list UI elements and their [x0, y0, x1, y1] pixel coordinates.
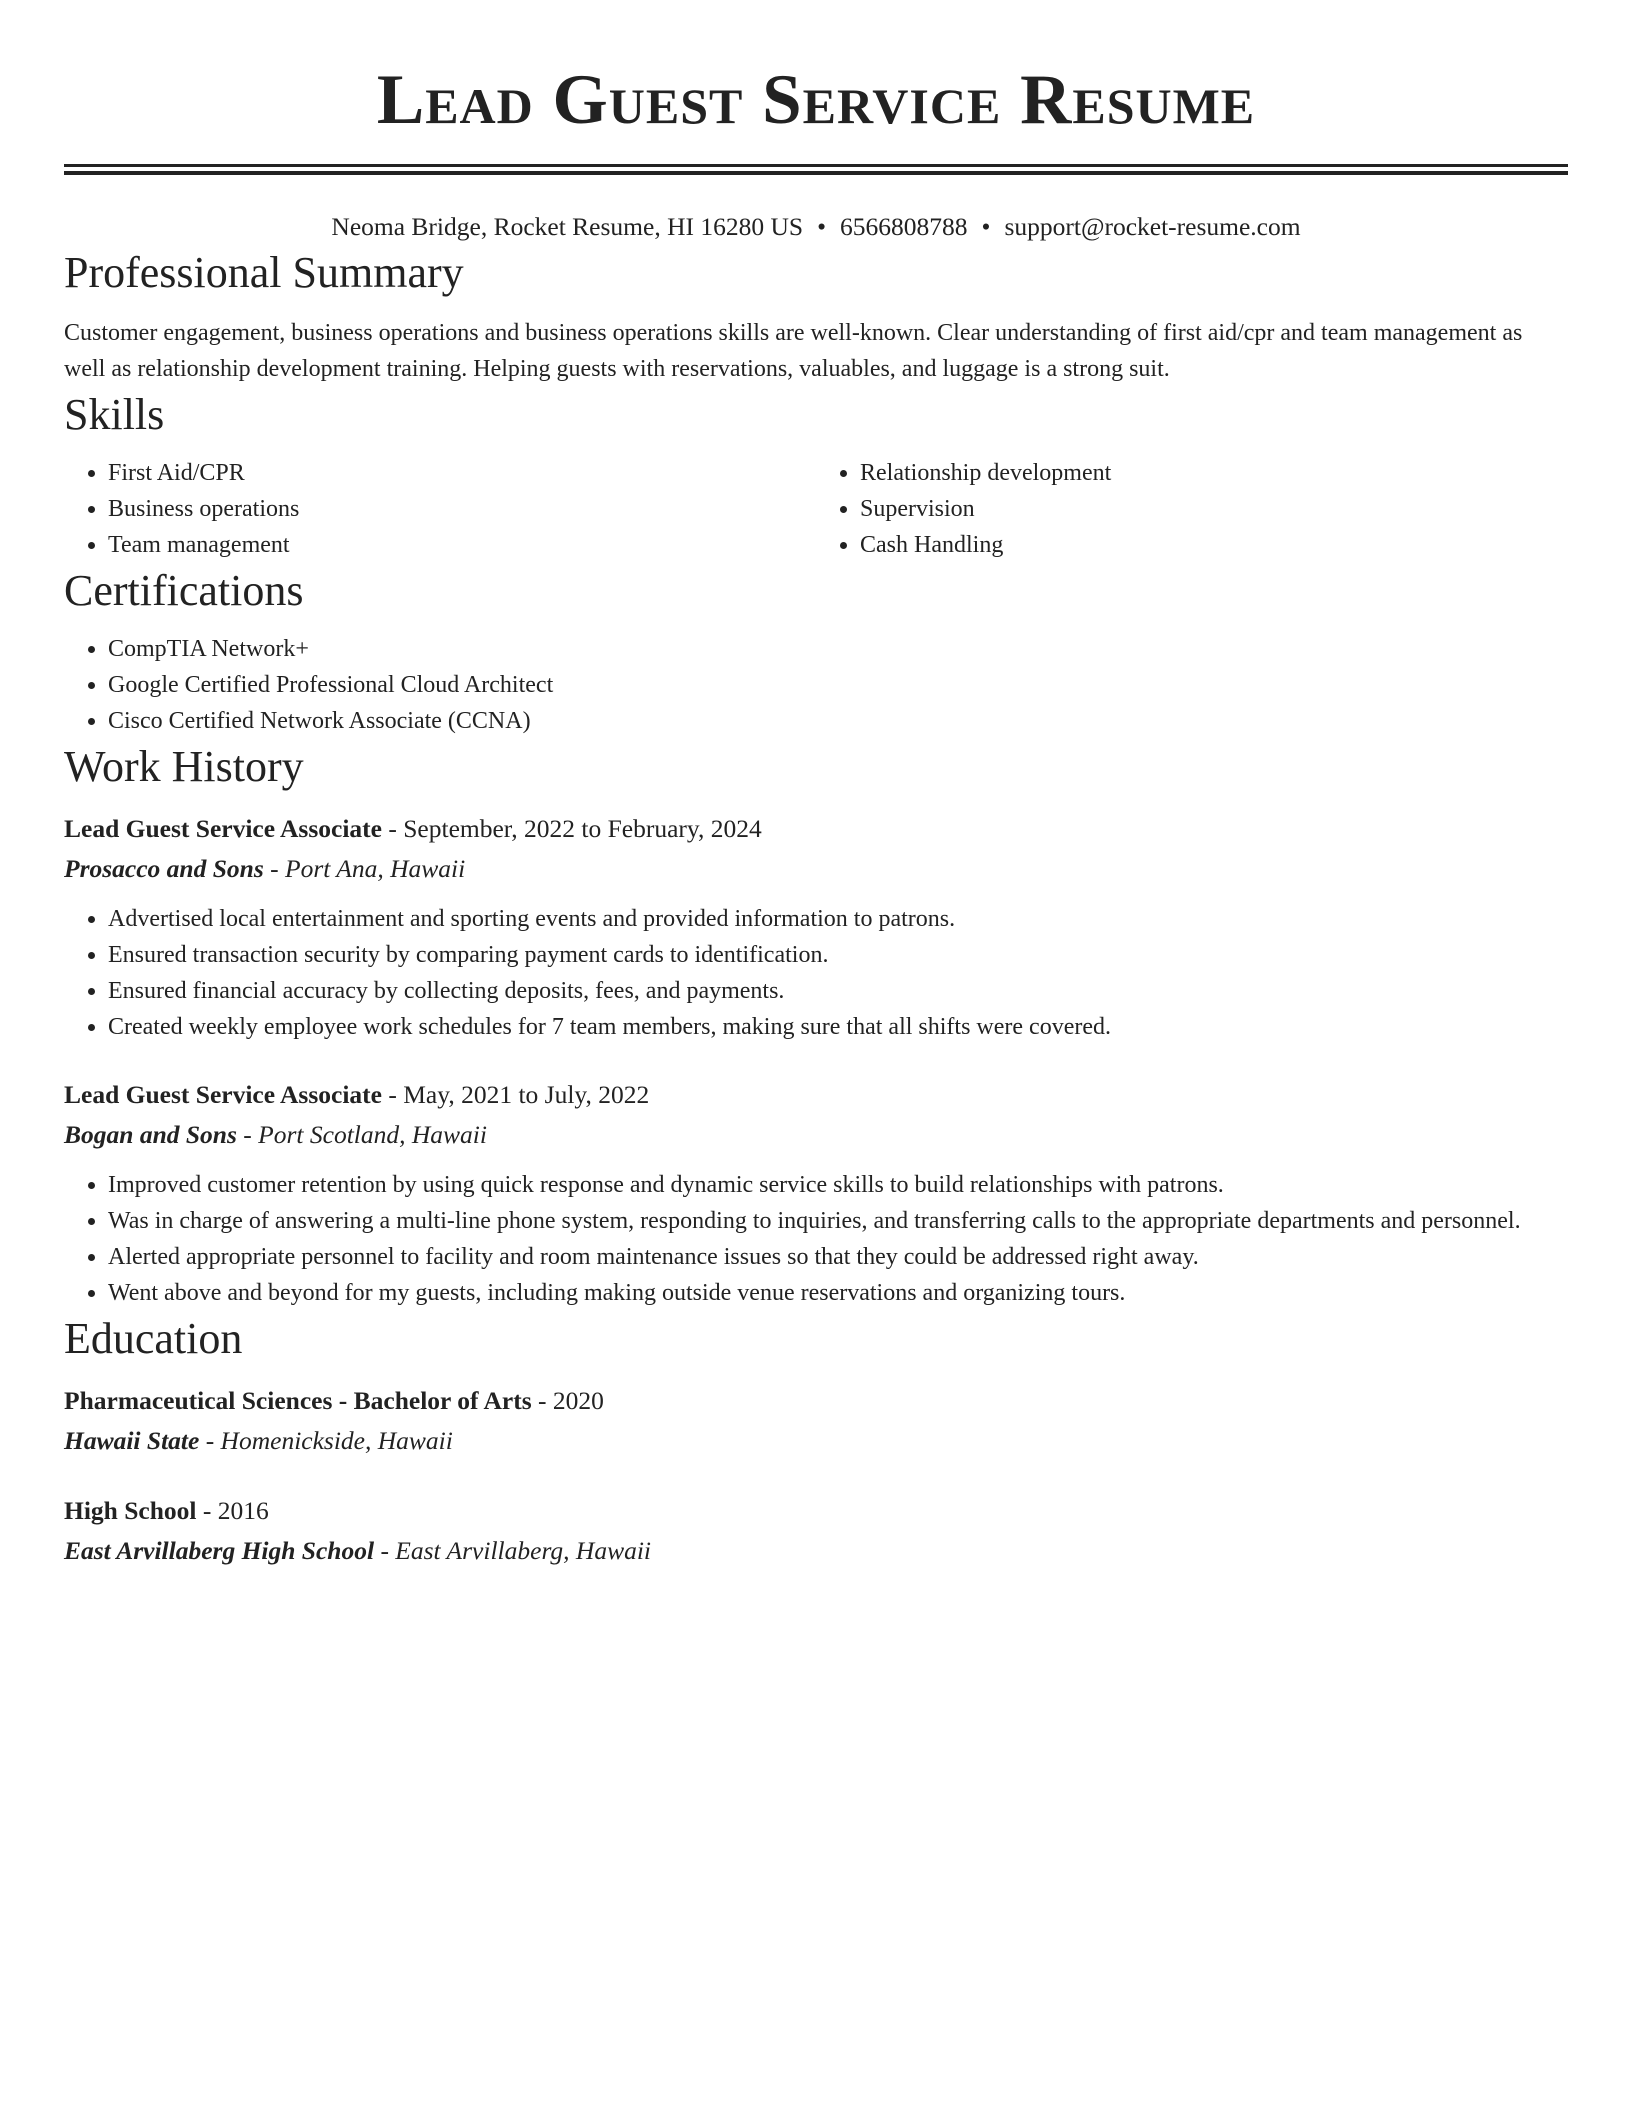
education-degree: High School — [64, 1496, 197, 1525]
job-entry — [64, 809, 1568, 1045]
job-duty: • Ensured financial accuracy by collecting deposits, fees, and payments. — [108, 973, 1568, 1009]
job-company: Bogan and Sons — [64, 1120, 237, 1149]
job-location: - Port Ana, Hawaii — [263, 854, 466, 883]
job-title-line — [64, 809, 1568, 849]
contact-separator: • — [981, 212, 991, 241]
skill-item: • Team management — [108, 527, 816, 563]
resume-title: Lead Guest Service Resume — [376, 61, 1256, 139]
job-title-line — [64, 1075, 1568, 1115]
certification-item: • CompTIA Network+ — [108, 631, 1568, 667]
contact-email: support@rocket-resume.com — [1004, 212, 1301, 241]
job-company-line — [64, 1115, 1568, 1155]
contact-separator: • — [817, 212, 827, 241]
job-duty: • Went above and beyond for my guests, including making outside venue reservations and organizing tours. — [108, 1275, 1568, 1311]
job-company-line — [64, 849, 1568, 889]
skills-list-left — [64, 455, 816, 563]
skill-item: • First Aid/CPR — [108, 455, 816, 491]
skill-item: • Supervision — [860, 491, 1568, 527]
contact-address: Neoma Bridge, Rocket Resume, HI 16280 US — [331, 212, 804, 241]
education-degree-line — [64, 1491, 1568, 1531]
job-duty: • Created weekly employee work schedules for 7 team members, making sure that all shifts were covered. — [108, 1009, 1568, 1045]
skills-heading: Skills — [64, 390, 165, 439]
job-duties-list — [64, 901, 1568, 1045]
education-degree-line — [64, 1381, 1568, 1421]
certification-item: • Google Certified Professional Cloud Architect — [108, 667, 1568, 703]
job-entry — [64, 1075, 1568, 1311]
education-location: - East Arvillaberg, Hawaii — [374, 1536, 652, 1565]
job-dates: - September, 2022 to February, 2024 — [382, 814, 762, 843]
education-school-line — [64, 1421, 1568, 1461]
education-year: - 2020 — [531, 1386, 604, 1415]
summary-text: Customer engagement, business operations and business operations skills are well-known. Clear understanding of first aid/cpr and team management as well as relationship development training. Helping guests with reservations, valuables, and luggage is a strong suit. — [64, 320, 1523, 382]
education-degree: Pharmaceutical Sciences - Bachelor of Arts — [64, 1386, 532, 1415]
work-history-heading: Work History — [64, 742, 304, 791]
job-dates: - May, 2021 to July, 2022 — [382, 1080, 650, 1109]
contact-line — [64, 209, 1568, 245]
education-heading: Education — [64, 1314, 243, 1363]
job-location: - Port Scotland, Hawaii — [236, 1120, 487, 1149]
education-school: East Arvillaberg High School — [64, 1536, 375, 1565]
job-duty: • Advertised local entertainment and sporting events and provided information to patrons. — [108, 901, 1568, 937]
skill-item: • Cash Handling — [860, 527, 1568, 563]
job-duty: • Improved customer retention by using quick response and dynamic service skills to build relationships with patrons. — [108, 1167, 1568, 1203]
job-duty: • Was in charge of answering a multi-line phone system, responding to inquiries, and transferring calls to the appropriate departments and personnel. — [108, 1203, 1568, 1239]
title-double-rule — [64, 164, 1568, 175]
job-duty: • Alerted appropriate personnel to facility and room maintenance issues so that they could be addressed right away. — [108, 1239, 1568, 1275]
certification-item: • Cisco Certified Network Associate (CCNA) — [108, 703, 1568, 739]
skill-item: • Business operations — [108, 491, 816, 527]
certifications-list — [64, 631, 1568, 739]
education-school: Hawaii State — [64, 1426, 200, 1455]
job-duty: • Ensured transaction security by comparing payment cards to identification. — [108, 937, 1568, 973]
education-entry — [64, 1491, 1568, 1571]
job-role: Lead Guest Service Associate — [64, 1080, 382, 1109]
education-school-line — [64, 1531, 1568, 1571]
summary-heading: Professional Summary — [64, 248, 464, 297]
job-company: Prosacco and Sons — [64, 854, 264, 883]
education-entry — [64, 1381, 1568, 1461]
education-location: - Homenickside, Hawaii — [199, 1426, 453, 1455]
skills-grid — [64, 455, 1568, 563]
job-duties-list — [64, 1167, 1568, 1311]
job-role: Lead Guest Service Associate — [64, 814, 382, 843]
certifications-heading: Certifications — [64, 566, 304, 615]
skill-item: • Relationship development — [860, 455, 1568, 491]
skills-list-right — [816, 455, 1568, 563]
education-year: - 2016 — [196, 1496, 269, 1525]
contact-phone: 6566808788 — [840, 212, 968, 241]
